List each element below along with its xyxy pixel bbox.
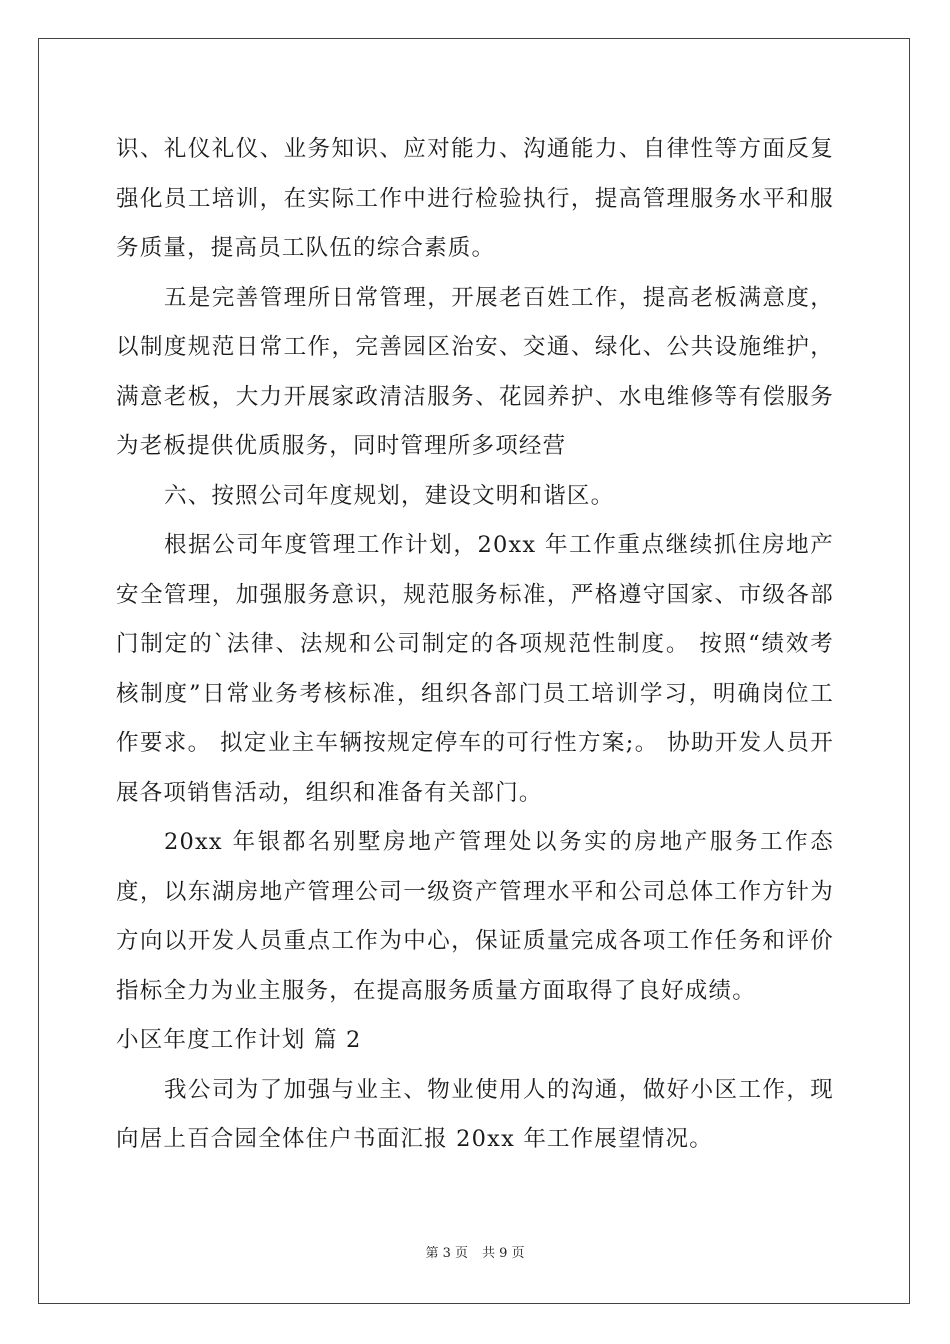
paragraph-6: 我公司为了加强与业主、物业使用人的沟通，做好小区工作，现向居上百合园全体住户书面汇报 20xx 年工作展望情况。: [116, 1076, 834, 1152]
page-number: 第 3 页: [425, 1246, 468, 1261]
paragraph-3: 六、按照公司年度规划，建设文明和谐区。: [164, 482, 615, 509]
paragraph-5: 20xx 年银都名别墅房地产管理处以务实的房地产服务工作态度，以东湖房地产管理公司一级资产管理水平和公司总体工作方针为方向以开发人员重点工作为中心，保证质量完成各项工作任务和评价指标全力为业主服务，在提高服务质量方面取得了良好成绩。: [116, 829, 834, 1004]
section-heading: 小区年度工作计划 篇 2: [116, 1027, 362, 1053]
page-total: 共 9 页: [482, 1246, 525, 1261]
paragraph-2: 五是完善管理所日常管理，开展老百姓工作，提高老板满意度，以制度规范日常工作，完善园区治安、交通、绿化、公共设施维护，满意老板，大力开展家政清洁服务、花园养护、水电维修等有偿服务为老板提供优质服务，同时管理所多项经营: [116, 284, 834, 459]
paragraph-4: 根据公司年度管理工作计划，20xx 年工作重点继续抓住房地产安全管理，加强服务意识，规范服务标准，严格遵守国家、市级各部门制定的`法律、法规和公司制定的各项规范性制度。 按照“绩效考核制度”日常业务考核标准，组织各部门员工培训学习，明确岗位工作要求。 拟定业主车辆按规定停车的可行性方案;。 协助开发人员开展各项销售活动，组织和准备有关部门。: [116, 532, 834, 806]
paragraph-1: 识、礼仪礼仪、业务知识、应对能力、沟通能力、自律性等方面反复强化员工培训，在实际工作中进行检验执行，提高管理服务水平和服务质量，提高员工队伍的综合素质。: [116, 136, 834, 261]
document-body: [116, 125, 834, 1165]
page-footer: [0, 1242, 950, 1261]
